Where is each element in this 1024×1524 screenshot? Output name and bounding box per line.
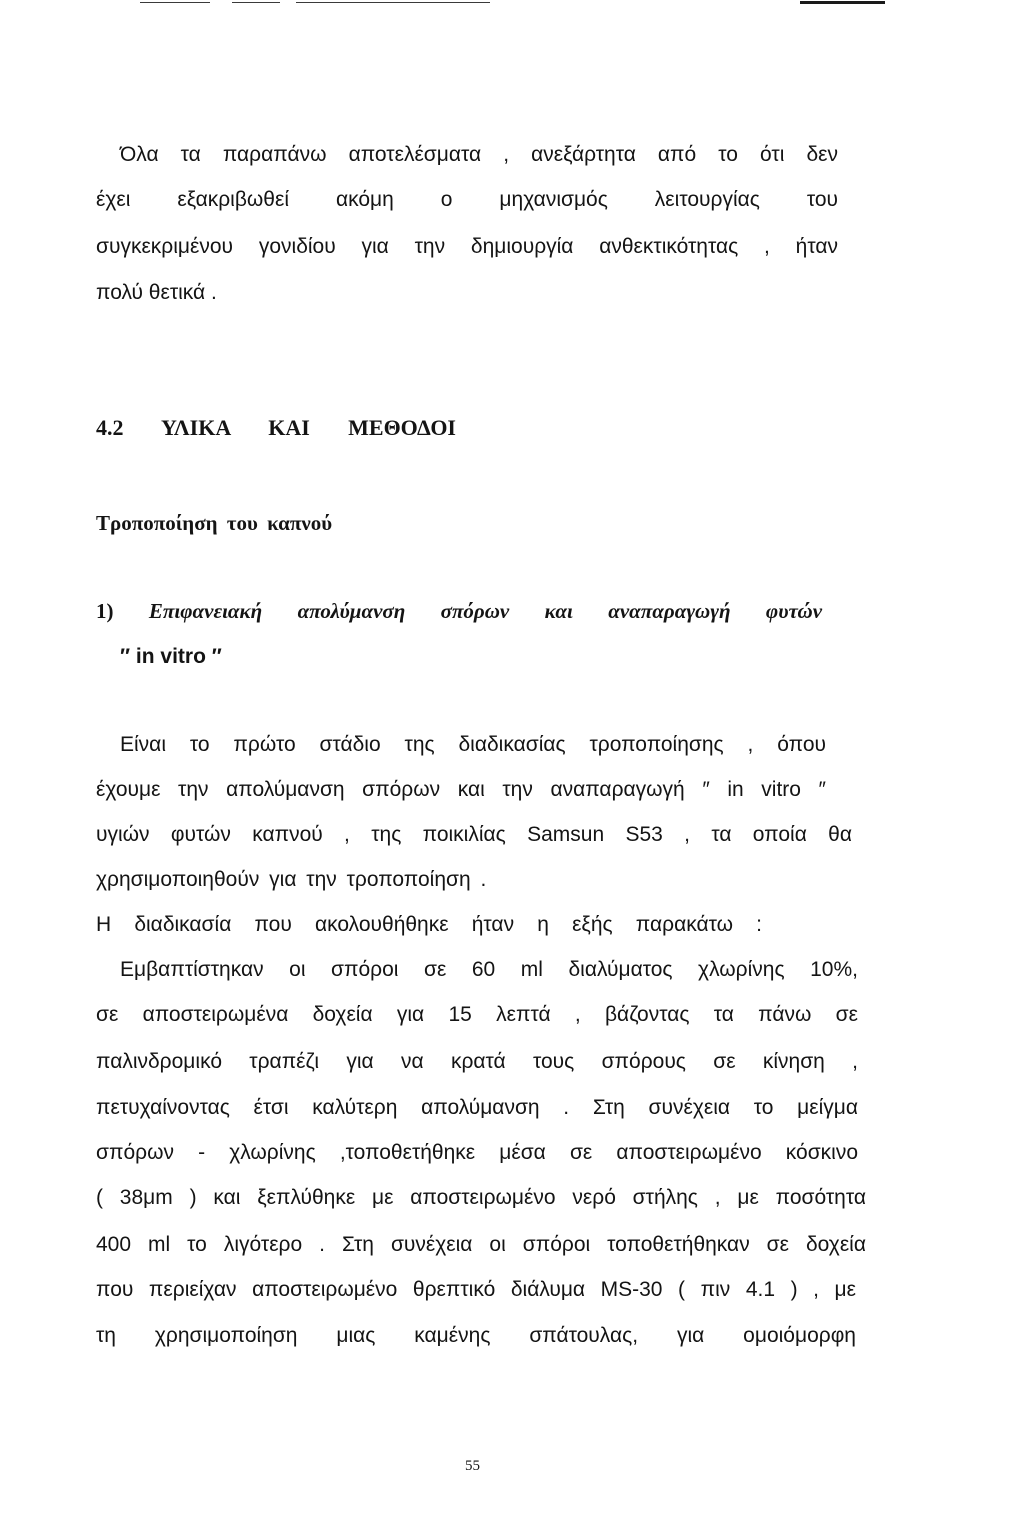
- scan-edge-line: [140, 2, 210, 3]
- step-title: [96, 598, 822, 624]
- intro-line: Όλα τα παραπάνω αποτελέσματα , ανεξάρτητα από το ότι δεν: [120, 143, 838, 166]
- method-line: σπόρων - χλωρίνης ,τοποθετήθηκε μέσα σε αποστειρωμένο κόσκινο: [96, 1141, 858, 1164]
- method-line: που περιείχαν αποστειρωμένο θρεπτικό διάλυμα MS-30 ( πιν 4.1 ) , με: [96, 1278, 856, 1301]
- intro-line: πολύ θετικά .: [96, 281, 217, 304]
- scan-edge-line: [296, 2, 490, 3]
- method-line: Η διαδικασία που ακολουθήθηκε ήταν η εξής παρακάτω :: [96, 913, 762, 936]
- intro-line: έχει εξακριβωθεί ακόμη ο μηχανισμός λειτουργίας του: [96, 188, 838, 211]
- subheading: Τροποποίηση του καπνού: [96, 511, 333, 535]
- intro-line: συγκεκριμένου γονιδίου για την δημιουργία ανθεκτικότητας , ήταν: [96, 235, 838, 258]
- section-heading: 4.2 ΥΛΙΚΑ ΚΑΙ ΜΕΘΟΔΟΙ: [96, 415, 456, 440]
- step-number: 1): [96, 599, 114, 623]
- method-line: Είναι το πρώτο στάδιο της διαδικασίας τροποποίησης , όπου: [120, 733, 826, 756]
- method-line: σε αποστειρωμένα δοχεία για 15 λεπτά , βάζοντας τα πάνω σε: [96, 1003, 858, 1026]
- method-line: χρησιμοποιηθούν για την τροποποίηση .: [96, 868, 487, 891]
- method-line: Εμβαπτίστηκαν οι σπόροι σε 60 ml διαλύματος χλωρίνης 10%,: [120, 958, 858, 981]
- method-line: 400 ml το λιγότερο . Στη συνέχεια οι σπόροι τοποθετήθηκαν σε δοχεία: [96, 1233, 866, 1256]
- method-line: ( 38μm ) και ξεπλύθηκε με αποστειρωμένο νερό στήλης , με ποσότητα: [96, 1186, 866, 1209]
- scan-edge-line: [800, 1, 885, 4]
- method-line: υγιών φυτών καπνού , της ποικιλίας Samsun S53 , τα οποία θα: [96, 823, 852, 846]
- step-title-text: Επιφανειακή απολύμανση σπόρων και αναπαραγωγή φυτών: [148, 599, 823, 623]
- method-line: τη χρησιμοποίηση μιας καμένης σπάτουλας, για ομοιόμορφη: [96, 1324, 856, 1347]
- method-line: πετυχαίνοντας έτσι καλύτερη απολύμανση . Στη συνέχεια το μείγμα: [96, 1096, 858, 1119]
- method-line: παλινδρομικό τραπέζι για να κρατά τους σπόρους σε κίνηση ,: [96, 1050, 858, 1073]
- step-title-line2: ″ in vitro ″: [120, 645, 222, 668]
- page-number: 55: [465, 1458, 480, 1474]
- scan-edge-line: [232, 2, 280, 3]
- method-line: έχουμε την απολύμανση σπόρων και την αναπαραγωγή ″ in vitro ″: [96, 778, 826, 801]
